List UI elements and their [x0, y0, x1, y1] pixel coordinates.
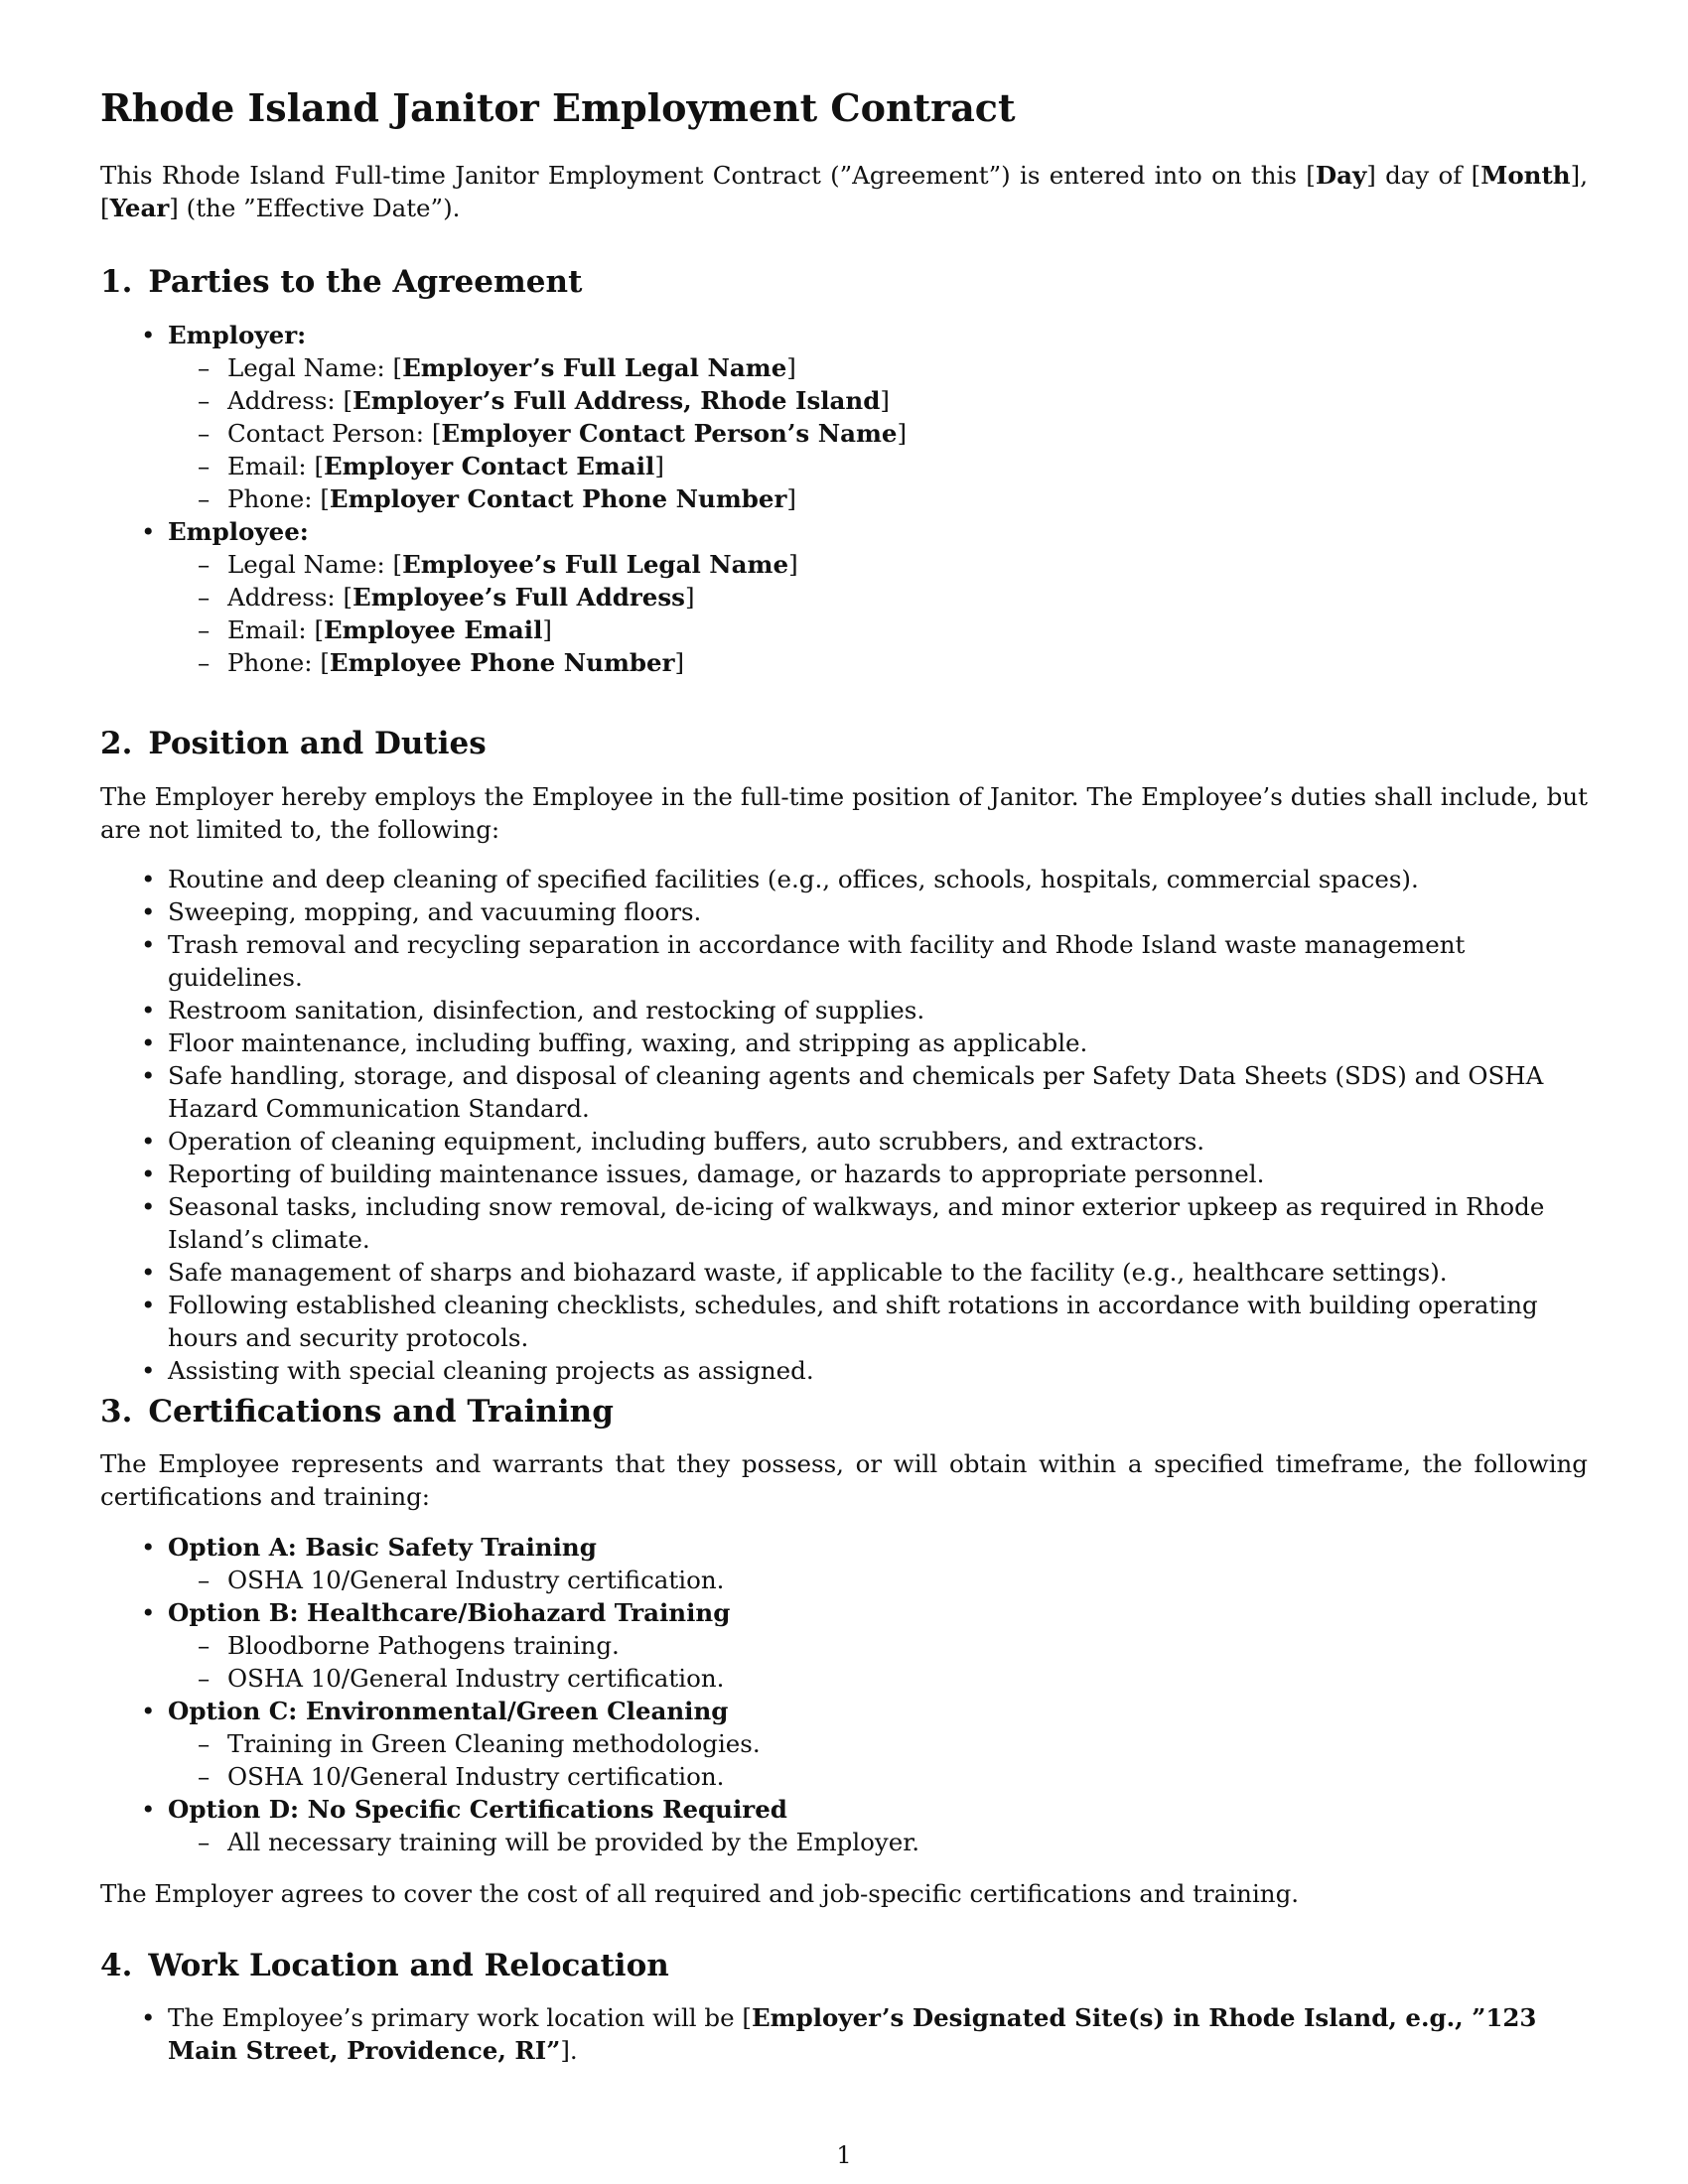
year-placeholder: Year: [109, 194, 170, 222]
option-b: • Option B: Healthcare/Biohazard Training – Bloodborne Pathogens training. – OSHA 10/General Industry certification.: [100, 1596, 1588, 1695]
option-item: – OSHA 10/General Industry certification.: [168, 1760, 1588, 1793]
duty-item: • Safe handling, storage, and disposal of cleaning agents and chemicals per Safety Data Sheets (SDS) and OSHA Hazard Communication Standard.: [100, 1059, 1588, 1125]
page-number: 1: [836, 2141, 852, 2169]
duty-item: • Safe management of sharps and biohazard waste, if applicable to the facility (e.g., healthcare settings).: [100, 1256, 1588, 1289]
employee-phone: – Phone: [Employee Phone Number]: [168, 646, 1588, 679]
work-location-placeholder: Employer’s Designated Site(s) in Rhode Island, e.g., ”123 Main Street, Providence, RI”: [168, 2003, 1537, 2065]
certifications-closing: The Employer agrees to cover the cost of all required and job-specific certifications and training.: [100, 1879, 1300, 1908]
duties-intro: The Employer hereby employs the Employee in the full-time position of Janitor. The Employee’s duties shall include, but are not limited to, the following:: [100, 782, 1588, 844]
employer-address: – Address: [Employer’s Full Address, Rhode Island]: [168, 384, 1588, 417]
parties-list: [100, 319, 1588, 679]
employee-email: – Email: [Employee Email]: [168, 614, 1588, 646]
employer-contact-person: – Contact Person: [Employer Contact Person’s Name]: [168, 417, 1588, 450]
duty-item: • Trash removal and recycling separation in accordance with facility and Rhode Island waste management guidelines.: [100, 928, 1588, 994]
employee-block: [100, 515, 1588, 679]
option-c: • Option C: Environmental/Green Cleaning – Training in Green Cleaning methodologies. – OSHA 10/General Industry certification.: [100, 1695, 1588, 1793]
employer-email: – Email: [Employer Contact Email]: [168, 450, 1588, 482]
option-item: – All necessary training will be provided by the Employer.: [168, 1826, 1588, 1858]
duty-item: • Sweeping, mopping, and vacuuming floors.: [100, 895, 1588, 928]
section-1-heading: 1. Parties to the Agreement: [100, 264, 583, 300]
duty-item: • Following established cleaning checklists, schedules, and shift rotations in accordance with building operating hours and security protocols.: [100, 1289, 1588, 1354]
option-a: • Option A: Basic Safety Training – OSHA 10/General Industry certification.: [100, 1531, 1588, 1596]
option-item: – Training in Green Cleaning methodologies.: [168, 1727, 1588, 1760]
section-2-heading: 2. Position and Duties: [100, 726, 487, 761]
intro-paragraph: This Rhode Island Full-time Janitor Employment Contract (”Agreement”) is entered into on this [Day] day of [Month], [Year] (the ”Effective Date”).: [100, 161, 1588, 222]
duty-item: • Routine and deep cleaning of specified facilities (e.g., offices, schools, hospitals, commercial spaces).: [100, 863, 1588, 895]
duty-item: • Reporting of building maintenance issues, damage, or hazards to appropriate personnel.: [100, 1158, 1588, 1190]
option-item: – Bloodborne Pathogens training.: [168, 1629, 1588, 1662]
employer-label: Employer:: [168, 321, 307, 349]
option-d: • Option D: No Specific Certifications Required – All necessary training will be provided by the Employer.: [100, 1793, 1588, 1858]
day-placeholder: Day: [1315, 161, 1367, 190]
section-4-heading: 4. Work Location and Relocation: [100, 1948, 669, 1983]
section-3-heading: 3. Certifications and Training: [100, 1394, 614, 1430]
employee-label: Employee:: [168, 517, 309, 546]
duties-list: [100, 863, 1588, 1387]
employee-details: [168, 548, 1588, 679]
employee-address: – Address: [Employee’s Full Address]: [168, 581, 1588, 614]
duty-item: • Seasonal tasks, including snow removal, de-icing of walkways, and minor exterior upkeep as required in Rhode Island’s climate.: [100, 1190, 1588, 1256]
work-location-item: • The Employee’s primary work location will be [Employer’s Designated Site(s) in Rhode Island, e.g., ”123 Main Street, Providence, RI”].: [100, 2001, 1588, 2067]
option-item: – OSHA 10/General Industry certification.: [168, 1564, 1588, 1596]
month-placeholder: Month: [1480, 161, 1571, 190]
employer-phone: – Phone: [Employer Contact Phone Number]: [168, 482, 1588, 515]
duty-item: • Restroom sanitation, disinfection, and restocking of supplies.: [100, 994, 1588, 1026]
option-item: – OSHA 10/General Industry certification.: [168, 1662, 1588, 1695]
employer-block: [100, 319, 1588, 515]
duty-item: • Assisting with special cleaning projects as assigned.: [100, 1354, 1588, 1387]
employer-legal-name: – Legal Name: [Employer’s Full Legal Name]: [168, 351, 1588, 384]
employer-details: [168, 351, 1588, 515]
duty-item: • Floor maintenance, including buffing, waxing, and stripping as applicable.: [100, 1026, 1588, 1059]
duty-item: • Operation of cleaning equipment, including buffers, auto scrubbers, and extractors.: [100, 1125, 1588, 1158]
work-location-list: [100, 2001, 1588, 2067]
employee-legal-name: – Legal Name: [Employee’s Full Legal Name]: [168, 548, 1588, 581]
document-title: Rhode Island Janitor Employment Contract: [100, 85, 1016, 130]
certifications-intro: The Employee represents and warrants that they possess, or will obtain within a specified timeframe, the following certifications and training:: [100, 1449, 1588, 1511]
certification-options-list: [100, 1531, 1588, 1858]
